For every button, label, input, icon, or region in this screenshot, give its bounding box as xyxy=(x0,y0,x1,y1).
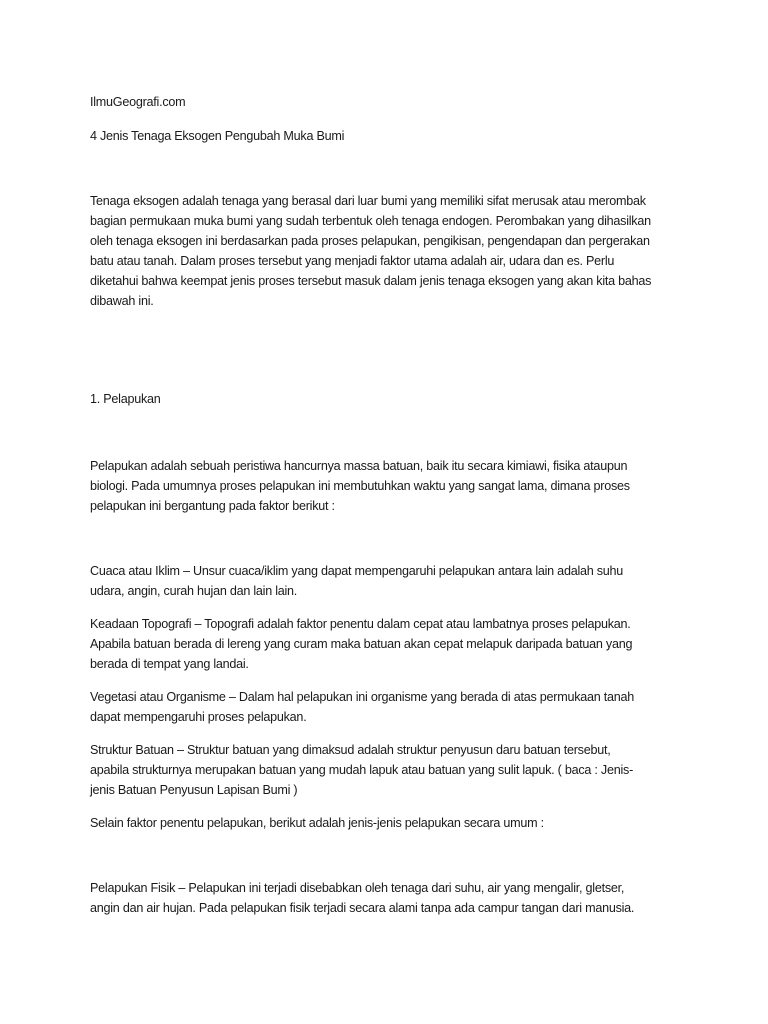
text-line: diketahui bahwa keempat jenis proses tersebut masuk dalam jenis tenaga eksogen yang akan kita bahas xyxy=(90,274,652,288)
text-line: udara, angin, curah hujan dan lain lain. xyxy=(90,584,298,598)
section-heading-pelapukan: 1. Pelapukan xyxy=(90,392,161,406)
text-line: Pelapukan adalah sebuah peristiwa hancurnya massa batuan, baik itu secara kimiawi, fisika ataupun xyxy=(90,459,628,473)
text-line: apabila strukturnya merupakan batuan yang mudah lapuk atau batuan yang sulit lapuk. ( baca : Jenis- xyxy=(90,763,634,777)
factor-vegetasi-paragraph xyxy=(90,687,634,727)
text-line: Struktur Batuan – Struktur batuan yang dimaksud adalah struktur penyusun daru batuan tersebut, xyxy=(90,743,611,757)
text-line: jenis Batuan Penyusun Lapisan Bumi ) xyxy=(90,783,298,797)
text-line: Vegetasi atau Organisme – Dalam hal pelapukan ini organisme yang berada di atas permukaan tanah xyxy=(90,690,635,704)
text-line: angin dan air hujan. Pada pelapukan fisik terjadi secara alami tanpa ada campur tangan dari manusia. xyxy=(90,901,635,915)
text-line: dibawah ini. xyxy=(90,294,154,308)
text-line: bagian permukaan muka bumi yang sudah terbentuk oleh tenaga endogen. Perombakan yang dihasilkan xyxy=(90,214,651,228)
text-line: Pelapukan Fisik – Pelapukan ini terjadi disebabkan oleh tenaga dari suhu, air yang mengalir, gletser, xyxy=(90,881,625,895)
document-page xyxy=(90,0,690,1024)
text-line: Keadaan Topografi – Topografi adalah faktor penentu dalam cepat atau lambatnya proses pelapukan. xyxy=(90,617,631,631)
text-line: biologi. Pada umumnya proses pelapukan ini membutuhkan waktu yang sangat lama, dimana proses xyxy=(90,479,630,493)
type-fisik-paragraph xyxy=(90,878,634,918)
text-line: Apabila batuan berada di lereng yang curam maka batuan akan cepat melapuk daripada batuan yang xyxy=(90,637,633,651)
text-line: berada di tempat yang landai. xyxy=(90,657,249,671)
text-line: dapat mempengaruhi proses pelapukan. xyxy=(90,710,307,724)
document-title: 4 Jenis Tenaga Eksogen Pengubah Muka Bumi xyxy=(90,129,345,143)
factor-topografi-paragraph xyxy=(90,614,632,674)
text-line: oleh tenaga eksogen ini berdasarkan pada proses pelapukan, pengikisan, pengendapan dan pergerakan xyxy=(90,234,650,248)
types-intro-text: Selain faktor penentu pelapukan, berikut adalah jenis-jenis pelapukan secara umum : xyxy=(90,816,544,830)
pelapukan-intro-paragraph xyxy=(90,456,630,516)
factor-struktur-paragraph xyxy=(90,740,633,800)
text-line: batu atau tanah. Dalam proses tersebut yang menjadi faktor utama adalah air, udara dan es. Perlu xyxy=(90,254,615,268)
text-line: Tenaga eksogen adalah tenaga yang berasal dari luar bumi yang memiliki sifat merusak atau merombak xyxy=(90,194,646,208)
text-line: pelapukan ini bergantung pada faktor berikut : xyxy=(90,499,335,513)
text-line: Cuaca atau Iklim – Unsur cuaca/iklim yang dapat mempengaruhi pelapukan antara lain adalah suhu xyxy=(90,564,624,578)
factor-cuaca-paragraph xyxy=(90,561,623,601)
site-name: IlmuGeografi.com xyxy=(90,95,186,109)
intro-paragraph xyxy=(90,191,651,311)
